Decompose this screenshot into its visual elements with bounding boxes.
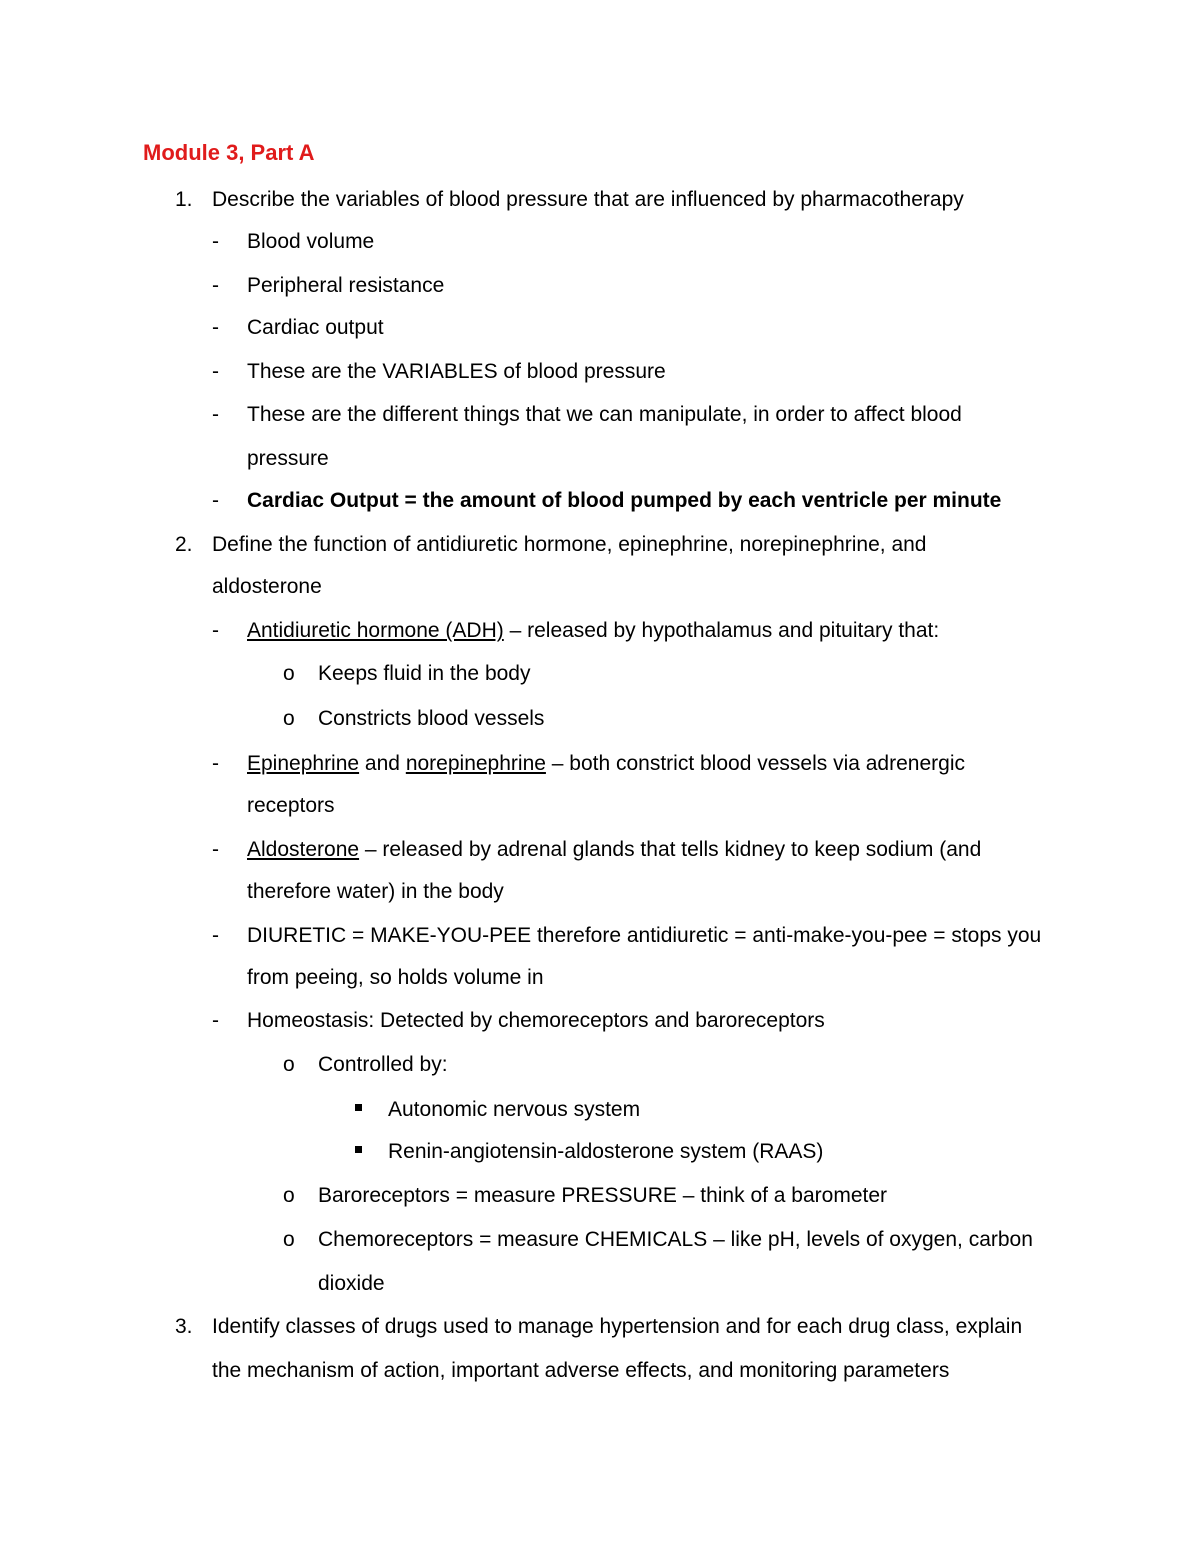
aldosterone-term: Aldosterone <box>247 838 360 861</box>
list-item: Chemoreceptors = measure CHEMICALS – like pH, levels of oxygen, carbon <box>318 1228 1033 1251</box>
dash-bullet: - <box>212 230 219 253</box>
circle-bullet: o <box>283 1228 295 1251</box>
list-item <box>247 836 981 864</box>
list-item: DIURETIC = MAKE-YOU-PEE therefore antidiuretic = anti-make-you-pee = stops you <box>247 924 1042 947</box>
dash-bullet: - <box>212 752 219 775</box>
list-item <box>247 617 939 645</box>
circle-bullet: o <box>283 662 295 685</box>
list-item-continuation: from peeing, so holds volume in <box>247 966 544 989</box>
question-2-text-continuation: aldosterone <box>212 575 322 598</box>
aldosterone-description: – released by adrenal glands that tells kidney to keep sodium (and <box>359 838 982 861</box>
conjunction: and <box>359 752 406 775</box>
norepinephrine-term: norepinephrine <box>405 752 546 775</box>
list-item: Blood volume <box>247 230 375 253</box>
circle-bullet: o <box>283 1184 295 1207</box>
list-item: Renin-angiotensin-aldosterone system (RAAS) <box>388 1140 824 1163</box>
list-number: 3. <box>175 1315 193 1338</box>
square-bullet <box>355 1104 362 1111</box>
page-title: Module 3, Part A <box>143 140 315 165</box>
list-item: These are the VARIABLES of blood pressure <box>247 360 666 383</box>
dash-bullet: - <box>212 274 219 297</box>
list-number: 2. <box>175 533 193 556</box>
list-item: These are the different things that we can manipulate, in order to affect blood <box>247 403 962 426</box>
adh-term: Antidiuretic hormone (ADH) <box>247 619 504 642</box>
list-item: Keeps fluid in the body <box>318 662 531 685</box>
dash-bullet: - <box>212 924 219 947</box>
dash-bullet: - <box>212 489 219 512</box>
epinephrine-term: Epinephrine <box>247 752 360 775</box>
question-3-text: Identify classes of drugs used to manage hypertension and for each drug class, explain <box>212 1315 1023 1338</box>
list-item: Cardiac output <box>247 316 384 339</box>
list-item: Baroreceptors = measure PRESSURE – think of a barometer <box>318 1184 888 1207</box>
list-item: Autonomic nervous system <box>388 1098 641 1121</box>
dash-bullet: - <box>212 403 219 426</box>
list-item-continuation: pressure <box>247 447 329 470</box>
dash-bullet: - <box>212 360 219 383</box>
adh-description: – released by hypothalamus and pituitary that: <box>503 619 940 642</box>
question-1-text: Describe the variables of blood pressure that are influenced by pharmacotherapy <box>212 188 964 211</box>
dash-bullet: - <box>212 1009 219 1032</box>
dash-bullet: - <box>212 838 219 861</box>
epinephrine-description: – both constrict blood vessels via adrenergic <box>545 752 965 775</box>
question-2-text: Define the function of antidiuretic hormone, epinephrine, norepinephrine, and <box>212 533 927 556</box>
list-item: Constricts blood vessels <box>318 707 545 730</box>
circle-bullet: o <box>283 1053 295 1076</box>
question-3-text-continuation: the mechanism of action, important adverse effects, and monitoring parameters <box>212 1359 950 1382</box>
list-item: Homeostasis: Detected by chemoreceptors and baroreceptors <box>247 1009 825 1032</box>
circle-bullet: o <box>283 707 295 730</box>
dash-bullet: - <box>212 316 219 339</box>
list-item-continuation: dioxide <box>318 1272 385 1295</box>
dash-bullet: - <box>212 619 219 642</box>
list-item-continuation: therefore water) in the body <box>247 880 504 903</box>
list-item: Controlled by: <box>318 1053 448 1076</box>
list-item: Peripheral resistance <box>247 274 445 297</box>
square-bullet <box>355 1146 362 1153</box>
list-item <box>247 750 965 778</box>
list-item-continuation: receptors <box>247 794 335 817</box>
list-number: 1. <box>175 188 193 211</box>
cardiac-output-definition: Cardiac Output = the amount of blood pumped by each ventricle per minute <box>247 489 1002 512</box>
